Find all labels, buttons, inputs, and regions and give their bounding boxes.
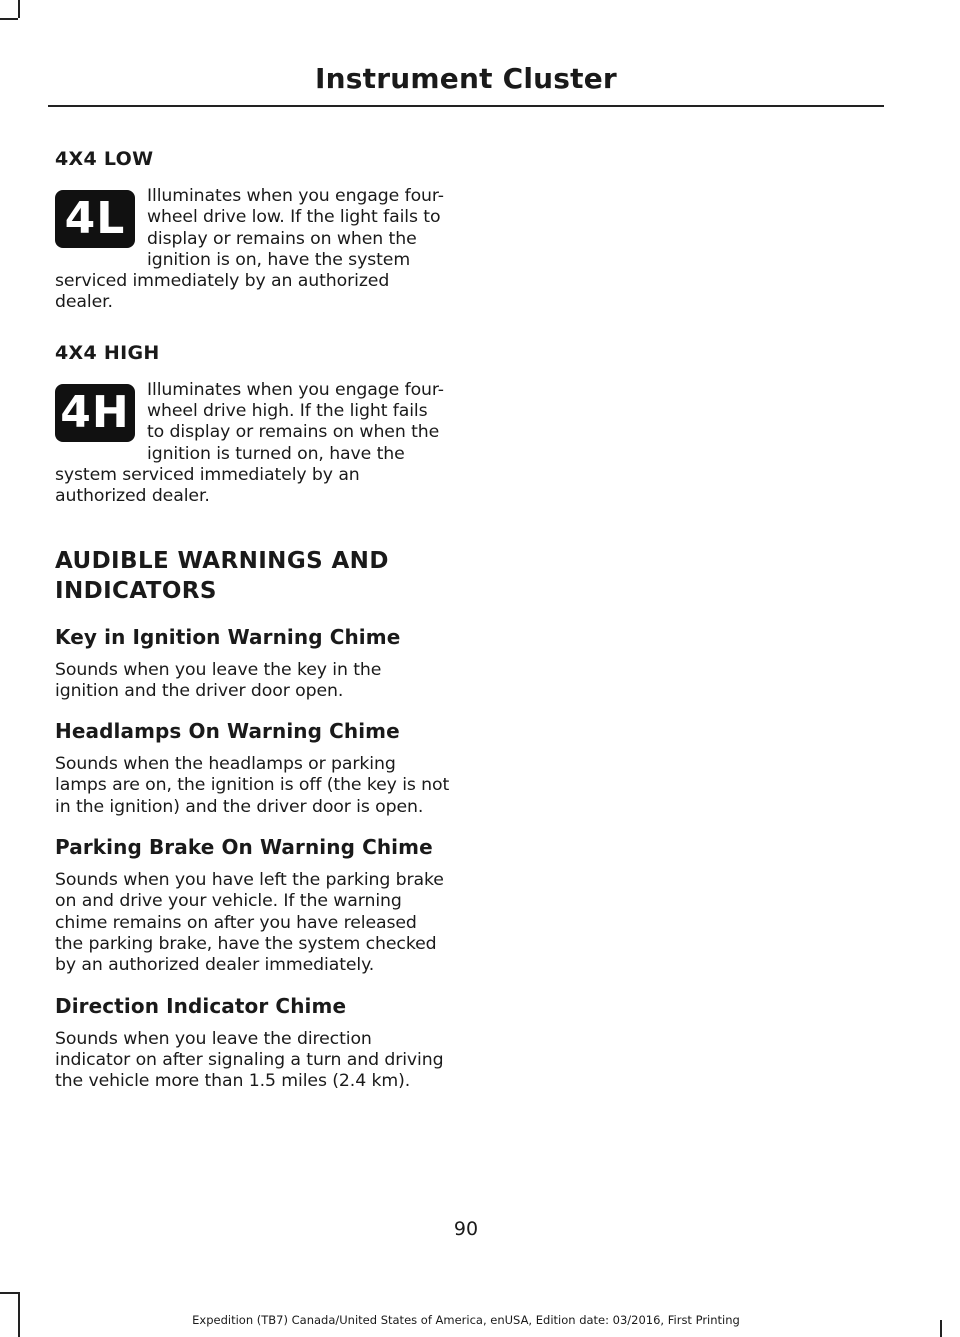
paragraph-headlamps-chime: Sounds when the headlamps or parking lamps are on, the ignition is off (the key is not in the ignition) and the driver door is open. <box>55 754 450 817</box>
crop-mark <box>0 1292 18 1294</box>
four-high-indicator-icon: 4H <box>55 384 135 442</box>
heading-4x4-high: 4X4 HIGH <box>55 341 160 364</box>
paragraph-direction-chime: Sounds when you leave the direction indicator on after signaling a turn and driving the vehicle more than 1.5 miles (2.4 km). <box>55 1028 444 1092</box>
heading-headlamps-chime: Headlamps On Warning Chime <box>55 719 400 744</box>
heading-parking-brake-chime: Parking Brake On Warning Chime <box>55 835 433 860</box>
heading-audible-warnings: AUDIBLE WARNINGS AND INDICATORS <box>55 547 389 604</box>
heading-key-chime: Key in Ignition Warning Chime <box>55 624 401 649</box>
paragraph-4x4-low: Illuminates when you engage four-wheel drive low. If the light fails to display or remains on when the ignition is on, have the system serviced immediately by an authorized dealer. <box>55 186 444 313</box>
paragraph-parking-brake-chime: Sounds when you have left the parking brake on and drive your vehicle. If the warning chime remains on after you have released the parking brake, have the system checked by an authorized dealer immediately. <box>55 870 444 976</box>
crop-mark <box>18 0 20 18</box>
four-low-indicator-icon: 4L <box>55 190 135 248</box>
crop-mark <box>940 1320 942 1337</box>
indicator-block-4h <box>55 380 450 508</box>
indicator-block-4l <box>55 186 450 314</box>
paragraph-4x4-high: Illuminates when you engage four-wheel drive high. If the light fails to display or remains on when the ignition is turned on, have the system serviced immediately by an authorized dealer. <box>55 379 444 507</box>
page-title: Instrument Cluster <box>315 62 617 95</box>
heading-direction-chime: Direction Indicator Chime <box>55 993 347 1018</box>
edition-footer: Expedition (TB7) Canada/United States of America, enUSA, Edition date: 03/2016, First Printing <box>192 1313 740 1327</box>
content-column <box>55 146 450 1092</box>
paragraph-key-chime: Sounds when you leave the key in the ignition and the driver door open. <box>55 659 382 701</box>
crop-mark <box>0 18 18 20</box>
header-divider <box>48 105 884 107</box>
page-number: 90 <box>453 1218 479 1240</box>
heading-4x4-low: 4X4 LOW <box>55 148 154 170</box>
